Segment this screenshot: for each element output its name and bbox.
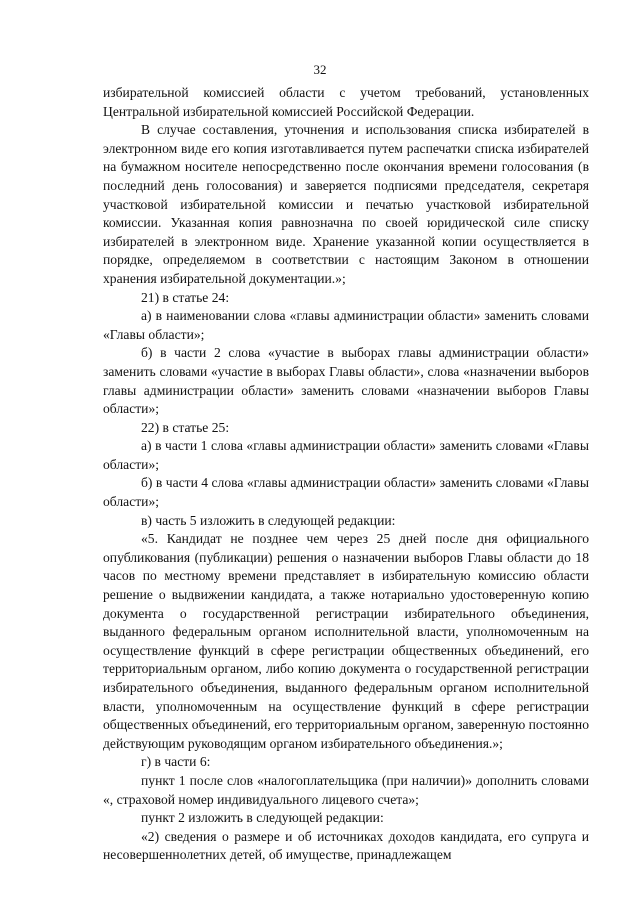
paragraph-electronic-list-copy: В случае составления, уточнения и использования списка избирателей в электронном виде его копия изготавливается путем распечатки списка избирателей на бумажном носителе непосредственно после окончания времени голосования (в последний день голосования) и заверяется подписями председателя, секретаря участковой избирательной комиссии и печатью участковой избирательной комиссии. Указанная копия равнозначна по своей юридической силе списку избирателей в электронном виде. Хранение указанной копии осуществляется в порядке, определяемом в соответствии с настоящим Законом в отношении хранения избирательной документации.»; bbox=[103, 122, 589, 286]
paragraph-item-22: 22) в статье 25: bbox=[141, 419, 230, 435]
document-body bbox=[103, 84, 589, 865]
page-number: 32 bbox=[313, 62, 327, 77]
paragraph-continuation: избирательной комиссией области с учетом требований, установленных Центральной избирательной комиссией Российской Федерации. bbox=[103, 85, 589, 119]
paragraph-point-2-text: «2) сведения о размере и об источниках доходов кандидата, его супруга и несовершеннолетних детей, об имуществе, принадлежащем bbox=[103, 828, 589, 863]
paragraph-part-5-text: «5. Кандидат не позднее чем через 25 дней после дня официального опубликования (публикации) решения о назначении выборов Главы области до 18 часов по местному времени представляет в избирательную комиссию области решение о выдвижении кандидата, а также нотариально удостоверенную копию документа о государственной регистрации избирательного объединения, выданного федеральным органом исполнительной власти, уполномоченным на осуществление функций в сфере регистрации общественных объединений, его территориальным органом, либо копию документа о государственной регистрации избирательного объединения, выданного федеральным органом исполнительной власти, уполномоченным на осуществление функций в сфере регистрации общественных объединений, его территориальным органом, заверенную постоянно действующим руководящим органом избирательного объединения.»; bbox=[103, 531, 589, 751]
paragraph-point-2: пункт 2 изложить в следующей редакции: bbox=[141, 810, 384, 826]
paragraph-item-21b: б) в части 2 слова «участие в выборах главы администрации области» заменить словами «участие в выборах Главы области», слова «назначении выборов главы администрации области» заменить словами «назначении выборов Главы области»; bbox=[103, 345, 589, 417]
paragraph-item-22b: б) в части 4 слова «главы администрации области» заменить словами «Главы области»; bbox=[103, 475, 589, 510]
paragraph-item-22v: в) часть 5 изложить в следующей редакции: bbox=[141, 512, 396, 528]
paragraph-item-22g: г) в части 6: bbox=[141, 754, 211, 770]
paragraph-item-21a: а) в наименовании слова «главы администрации области» заменить словами «Главы области»; bbox=[103, 308, 589, 342]
paragraph-point-1: пункт 1 после слов «налогоплательщика (при наличии)» дополнить словами «, страховой номер индивидуального лицевого счета»; bbox=[103, 772, 589, 807]
paragraph-item-22a: а) в части 1 слова «главы администрации области» заменить словами «Главы области»; bbox=[103, 438, 589, 472]
paragraph-item-21: 21) в статье 24: bbox=[141, 289, 230, 305]
